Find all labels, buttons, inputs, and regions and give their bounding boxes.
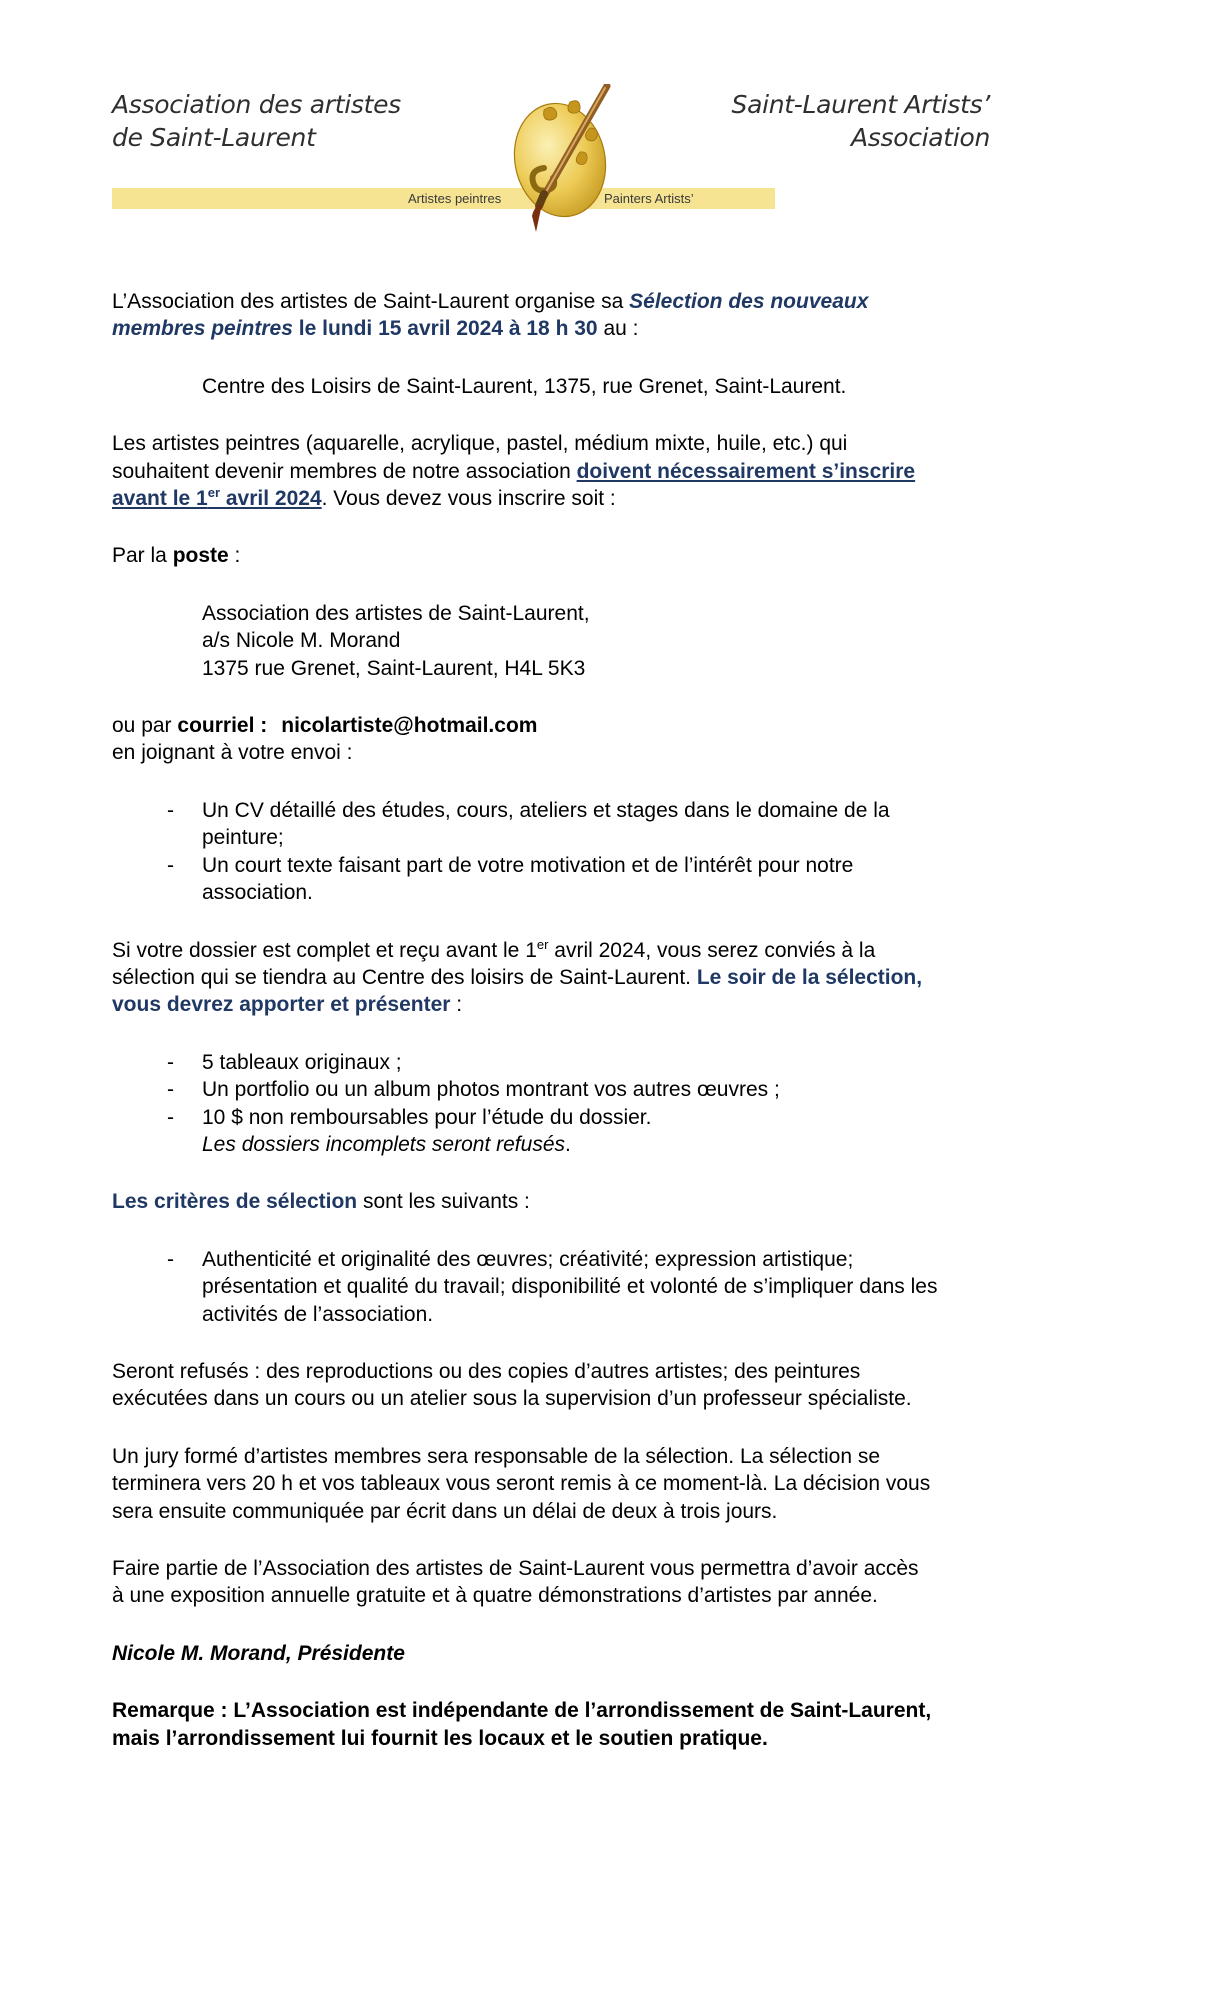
org-name-english-line1: Saint-Laurent Artists’: [731, 90, 990, 119]
text-run: mais l’arrondissement lui fournit les locaux et le soutien pratique.: [112, 1726, 768, 1750]
paragraph-intro: [112, 288, 1152, 343]
text-run: Un court texte faisant part de votre motivation et de l’intérêt pour notre: [202, 853, 854, 877]
list-item: [112, 1049, 1152, 1076]
address-line: 1375 rue Grenet, Saint-Laurent, H4L 5K3: [202, 656, 586, 680]
paragraph-selection-evening: [112, 937, 1152, 1019]
text-run: ou par: [112, 714, 178, 738]
text-run: . Vous devez vous inscrire soit :: [321, 487, 616, 511]
paragraph-registration: [112, 430, 1152, 512]
text-run: sera ensuite communiquée par écrit dans un délai de deux à trois jours.: [112, 1499, 778, 1523]
org-name-french-line1: Association des artistes: [112, 90, 401, 119]
text-run: Un jury formé d’artistes membres sera responsable de la sélection. La sélection se: [112, 1444, 881, 1468]
text-run: Un portfolio ou un album photos montrant vos autres œuvres ;: [202, 1078, 780, 1102]
text-run: Si votre dossier est complet et reçu avant le 1: [112, 938, 537, 962]
paragraph-by-email: [112, 712, 1152, 767]
text-run: sélection qui se tiendra au Centre des loisirs de Saint-Laurent.: [112, 965, 697, 989]
paragraph-jury: [112, 1443, 1152, 1525]
text-run: .: [565, 1132, 571, 1156]
mailing-address: [112, 600, 1152, 682]
text-run: Par la: [112, 544, 173, 568]
list-criteria: [112, 1246, 1152, 1328]
text-run-courriel: courriel :: [177, 714, 268, 738]
org-name-english-line2: Association: [850, 123, 990, 152]
list-items-to-bring: [112, 1049, 1152, 1159]
text-run-incomplete-note: Les dossiers incomplets seront refusés: [202, 1132, 565, 1156]
text-run: exécutées dans un cours ou un atelier sous la supervision d’un professeur spécialiste.: [112, 1387, 912, 1411]
text-run: association.: [202, 881, 313, 905]
text-run-selection-evening: Le soir de la sélection,: [696, 965, 923, 989]
signature-text: Nicole M. Morand, Présidente: [112, 1641, 405, 1665]
venue-address: Centre des Loisirs de Saint-Laurent, 1375, rue Grenet, Saint-Laurent.: [202, 374, 847, 398]
text-run: souhaitent devenir membres de notre association: [112, 459, 577, 483]
text-run: 10 $ non remboursables pour l’étude du dossier.: [202, 1105, 652, 1129]
text-run: Seront refusés : des reproductions ou des copies d’autres artistes; des peintures: [112, 1359, 861, 1383]
paragraph-refused: [112, 1358, 1152, 1413]
address-line: Association des artistes de Saint-Laurent,: [202, 601, 590, 625]
text-run: Remarque : L’Association est indépendante de l’arrondissement de Saint-Laurent,: [112, 1699, 932, 1723]
list-application-items: [112, 797, 1152, 907]
email-text: nicolartiste@hotmail.com: [281, 714, 538, 738]
bullet-dash: -: [167, 1078, 174, 1102]
text-run: Un CV détaillé des études, cours, ateliers et stages dans le domaine de la: [202, 798, 890, 822]
palette-brush-icon: [510, 84, 624, 234]
letter-body: [112, 288, 1152, 1782]
paragraph-by-mail: [112, 542, 1152, 569]
text-run: terminera vers 20 h et vos tableaux vous seront remis à ce moment-là. La décision vous: [112, 1472, 931, 1496]
text-run: en joignant à votre envoi :: [112, 741, 353, 765]
superscript-er: er: [207, 485, 221, 501]
text-run: activités de l’association.: [202, 1302, 434, 1326]
text-run: Faire partie de l’Association des artistes de Saint-Laurent vous permettra d’avoir accès: [112, 1557, 919, 1580]
signature: [112, 1640, 1152, 1667]
paragraph-venue: [112, 373, 1152, 400]
text-run: 5 tableaux originaux ;: [202, 1050, 402, 1074]
text-run-event-date: le lundi 15 avril 2024 à 18 h 30: [292, 317, 598, 341]
bullet-dash: -: [167, 1247, 174, 1271]
org-name-english: [732, 88, 990, 154]
text-run: peinture;: [202, 826, 284, 850]
text-run-deadline: avant le 1er avril 2024: [112, 485, 322, 511]
list-item: [112, 1246, 1152, 1328]
text-run: membres peintres: [112, 317, 293, 341]
text-run: présentation et qualité du travail; disponibilité et volonté de s’impliquer dans les: [202, 1275, 938, 1299]
bullet-dash: -: [167, 853, 174, 877]
text-run: :: [450, 993, 463, 1017]
list-item: [112, 1076, 1152, 1103]
text-run: Authenticité et originalité des œuvres; créativité; expression artistique;: [202, 1247, 854, 1271]
list-item: [112, 852, 1152, 907]
tagline-artistes-peintres: Artistes peintres: [408, 191, 502, 206]
list-note: [112, 1131, 1152, 1158]
bullet-dash: -: [167, 1050, 174, 1074]
text-run: L’Association des artistes de Saint-Laurent organise sa: [112, 290, 630, 313]
text-run: Les artistes peintres (aquarelle, acrylique, pastel, médium mixte, huile, etc.) qui: [112, 432, 848, 456]
text-run: à une exposition annuelle gratuite et à quatre démonstrations d’artistes par année.: [112, 1584, 878, 1608]
text-run: :: [228, 544, 241, 568]
tagline-painters-artists: Painters Artists’: [604, 191, 694, 206]
paragraph-remark: [112, 1697, 1152, 1752]
org-name-french-line2: de Saint-Laurent: [112, 123, 316, 152]
list-item: [112, 797, 1152, 852]
text-run-criteria-title: Les critères de sélection: [112, 1190, 358, 1214]
text-run-poste: poste: [172, 544, 229, 568]
bullet-dash: -: [167, 798, 174, 822]
paragraph-benefits: [112, 1555, 1152, 1610]
text-run: avril 2024, vous serez conviés à la: [548, 938, 876, 962]
list-item: [112, 1104, 1152, 1131]
superscript-er: er: [536, 936, 549, 952]
bullet-dash: -: [167, 1105, 174, 1129]
text-run: au :: [597, 317, 639, 341]
text-run-deadline: doivent nécessairement s’inscrire: [576, 459, 916, 483]
text-run: sont les suivants :: [357, 1190, 530, 1214]
org-name-french: [112, 88, 401, 154]
text-run-selection-title: Sélection des nouveaux: [629, 290, 869, 313]
address-line: a/s Nicole M. Morand: [202, 629, 401, 653]
paragraph-criteria-heading: [112, 1188, 1152, 1215]
text-run-selection-evening: vous devrez apporter et présenter: [112, 993, 451, 1017]
